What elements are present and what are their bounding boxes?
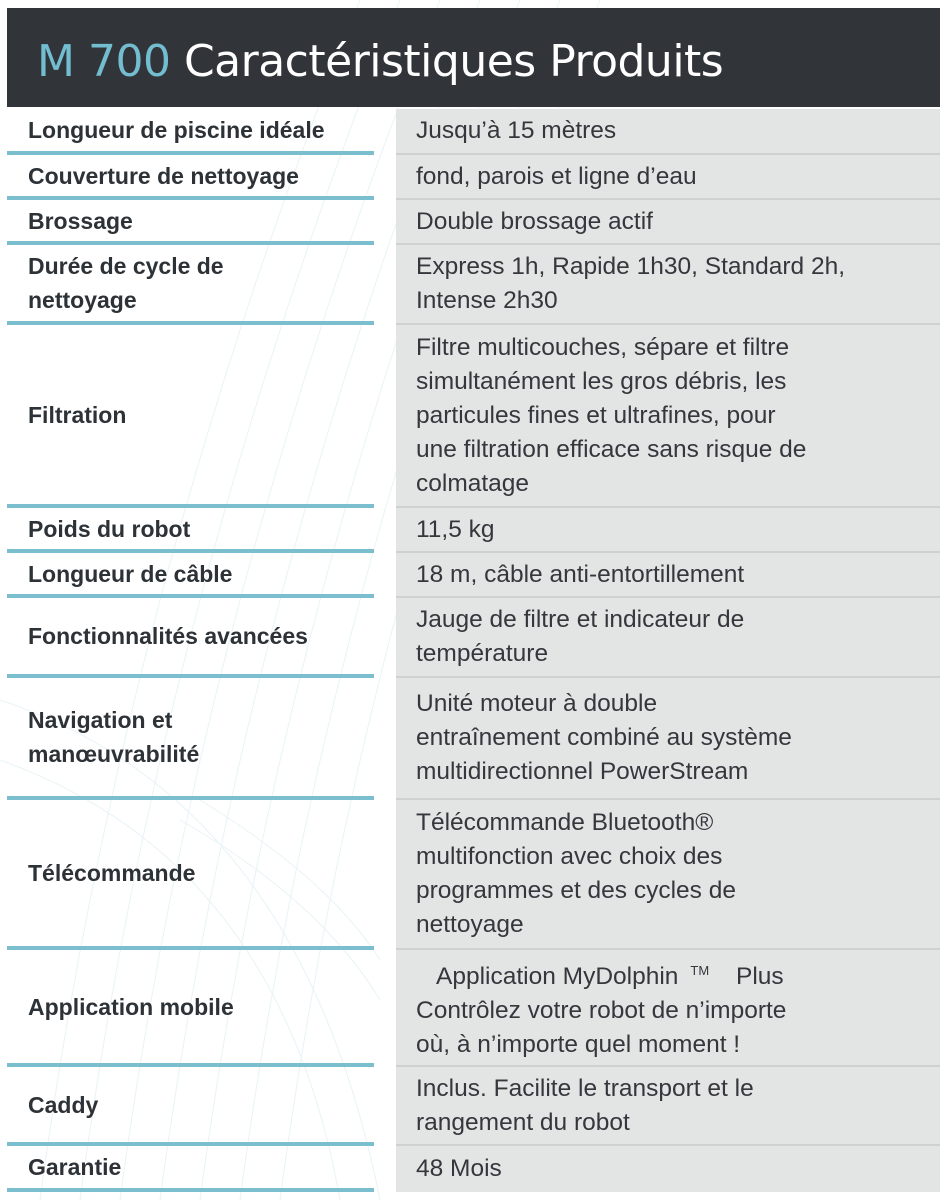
spec-label-cell [7,678,374,800]
spec-label: Brossage [28,207,133,234]
spec-row [7,325,940,508]
spec-row [7,678,940,800]
spec-label-cell [7,325,374,508]
spec-value-cell [396,598,940,678]
spec-value-cell [396,155,940,200]
spec-value: 48 Mois [416,1155,502,1182]
spec-label-cell [7,800,374,950]
spec-label-cell [7,1067,374,1146]
spec-row [7,1146,940,1192]
spec-row [7,598,940,678]
spec-value-cell [396,553,940,598]
spec-row [7,245,940,325]
app-description: Plus Contrôlez votre robot de n’importe où, à n’importe quel moment ! [416,962,787,1058]
spec-value: Double brossage actif [416,207,653,235]
spec-value: Télécommande Bluetooth® multifonction avec choix des programmes et des cycles de nettoyage [416,809,736,938]
spec-label-cell [7,508,374,553]
page-header [7,8,940,107]
spec-label-cell [7,1146,374,1192]
spec-value-cell [396,678,940,800]
spec-label: Fonctionnalités avancées [28,623,308,649]
spec-label: Couverture de nettoyage [28,162,299,189]
spec-row [7,800,940,950]
spec-row [7,155,940,200]
spec-label: Poids du robot [28,515,191,542]
spec-row [7,553,940,598]
spec-label: Longueur de piscine idéale [28,117,325,143]
title-text: Caractéristiques Produits [183,36,724,87]
spec-value: Unité moteur à double entraînement combiné au système multidirectionnel PowerStream [416,690,792,785]
spec-value: Filtre multicouches, sépare et filtre simultanément les gros débris, les particules fines et ultrafines, pour une filtration efficace sans risque de colmatage [416,333,807,497]
spec-label-cell [7,598,374,678]
spec-label: Longueur de câble [28,560,233,587]
spec-label-cell [7,553,374,598]
spec-value-cell [396,950,940,1067]
spec-value [396,954,798,1062]
spec-label-cell [7,950,374,1067]
spec-label: Caddy [28,1091,99,1118]
spec-value-cell [396,245,940,325]
spec-row [7,109,940,155]
spec-label: Garantie [28,1154,122,1180]
spec-value: Jusqu’à 15 mètres [416,117,617,144]
spec-row [7,200,940,245]
spec-row [7,950,940,1067]
spec-value-cell [396,1146,940,1192]
spec-label-cell [7,109,374,155]
page-title [37,34,723,90]
spec-value: Jauge de filtre et indicateur de température [416,606,745,667]
spec-label: Application mobile [28,993,234,1020]
spec-value-cell [396,1067,940,1146]
spec-value: 18 m, câble anti-entortillement [416,560,745,588]
spec-value-cell [396,200,940,245]
trademark-symbol: TM [690,962,710,978]
spec-value-cell [396,800,940,950]
spec-value-cell [396,325,940,508]
spec-label: Télécommande [28,860,196,886]
spec-label-cell [7,245,374,325]
spec-label-cell [7,200,374,245]
spec-value-cell [396,508,940,553]
model-name: M 700 [37,36,171,87]
spec-value: Inclus. Facilite le transport et le rangement du robot [416,1074,754,1136]
spec-label: Filtration [28,401,127,428]
spec-label: Navigation et manœuvrabilité [28,707,200,767]
spec-value: Express 1h, Rapide 1h30, Standard 2h, Intense 2h30 [416,253,846,314]
spec-label-cell [7,155,374,200]
app-name: Application MyDolphin [436,962,679,990]
spec-value: 11,5 kg [416,515,495,543]
spec-value: fond, parois et ligne d’eau [416,162,697,190]
spec-value-cell [396,109,940,155]
spec-label: Durée de cycle de nettoyage [28,253,224,313]
spec-row [7,508,940,553]
spec-row [7,1067,940,1146]
